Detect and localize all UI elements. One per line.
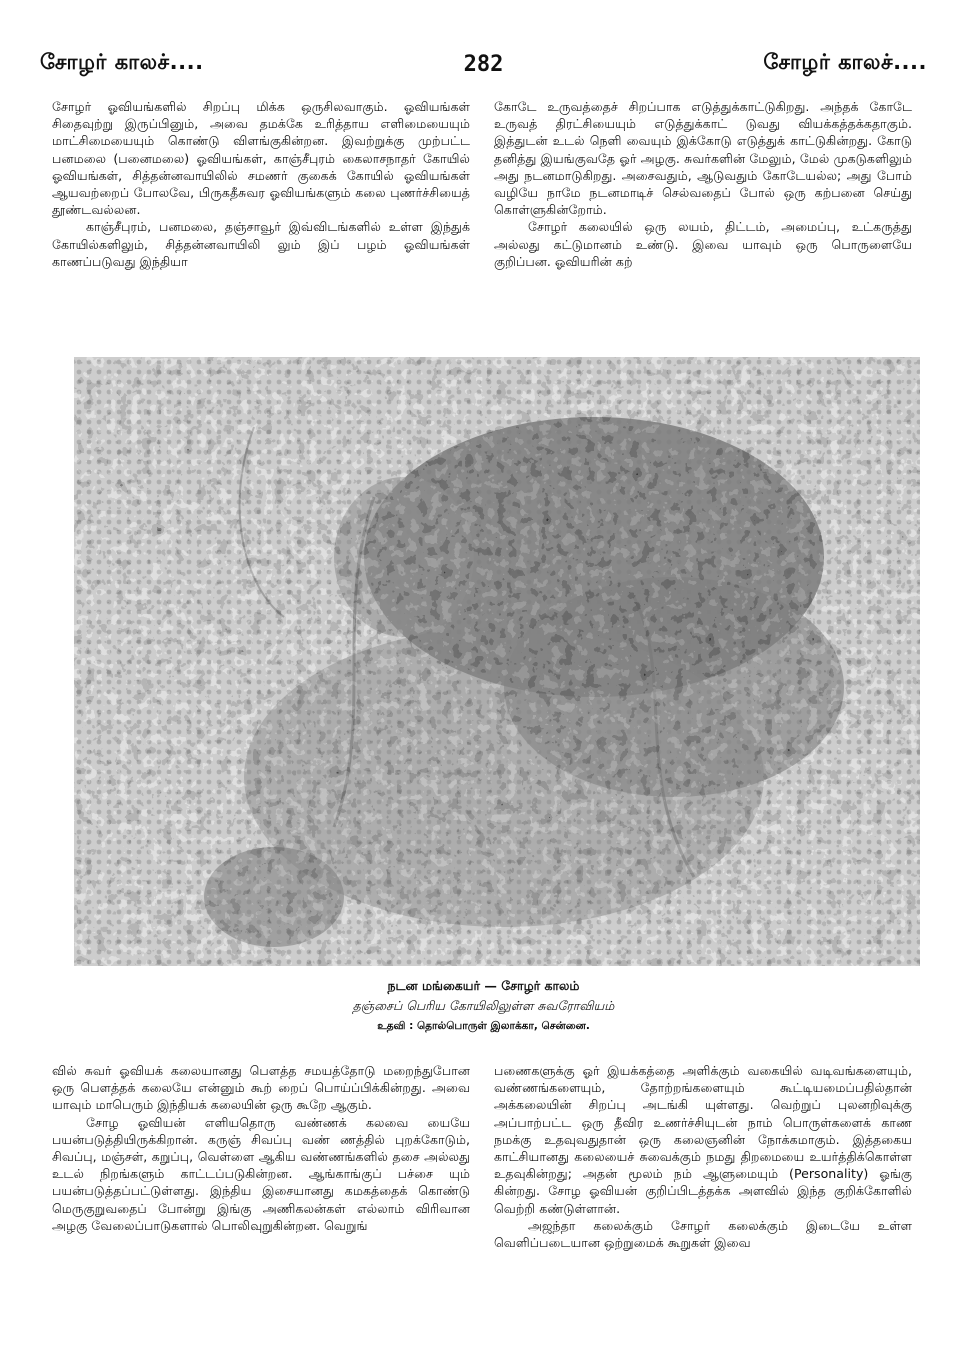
figure-caption bbox=[0, 976, 967, 1036]
caption-subtitle: தஞ்சைப் பெரிய கோயிலிலுள்ள சுவரோவியம் bbox=[352, 998, 615, 1013]
paragraph: அஜந்தா கலைக்கும் சோழர் கலைக்கும் இடையே உள்ள வெளிப்படையான ஒற்றுமைக் கூறுகள் இவை bbox=[494, 1217, 912, 1251]
paragraph: காஞ்சீபுரம், பனமலை, தஞ்சாவூர் இவ்விடங்களில் உள்ள இந்துக் கோயில்களிலும், சித்தன்னவாயிலி லும் இப் பழம் ஓவியங்கள் காணப்படுவது இந்தியா bbox=[52, 219, 470, 269]
paragraph: கோடே உருவத்தைச் சிறப்பாக எடுத்துக்காட்டுகிறது. அந்தக் கோடே உருவத் திரட்சியையும் எடுத்துக்காட் டுவது வியக்கத்தக்கதாகும். இத்துடன் உடல் நெளி வையும் இக்கோடு எடுத்துக் காட்டுகின்றது. கோடு தனித்து இயங்குவதே ஓர் அழகு. சுவர்களின் மேலும், மேல் முகடுகளிலும் அது நடனமாடுகிறது. அசைவதும், ஆடுவதும் கோடேயல்ல; அது போம் வழியே நாமே நடனமாடிச் செல்வதைப் போல் ஒரு கற்பனை செய்து கொள்ளுகின்றோம். bbox=[494, 99, 912, 218]
running-head-left: சோழர் காலச்.... bbox=[40, 50, 204, 74]
paragraph: பணைகளுக்கு ஓர் இயக்கத்தை அளிக்கும் வகையில் வடிவங்களையும், வண்ணங்களையும், தோற்றங்களையும் கூட்டியமைப்பதில்தான் அக்கலையின் சிறப்பு அடங்கி யுள்ளது. வெற்றுப் புலனறிவுக்கு அப்பாற்பட்ட ஒரு தீவிர உணர்ச்சியுடன் நாம் பொருள்களைக் காண நமக்கு உதவுவதுதான் ஒரு கலைஞனின் நோக்கமாகும். இத்தகைய காட்சியானது கலையைச் சுவைக்கும் நமது திறமையை உயர்த்திக்கொள்ள உதவுகின்றது; அதன் மூலம் நம் ஆளுமையும் (Personality) ஓங்கு கின்றது. சோழ ஓவியன் குறிப்பிடத்தக்க அளவில் இந்த குறிக்கோளில் வெற்றி கண்டுள்ளான். bbox=[494, 1063, 912, 1216]
bottom-right-column bbox=[494, 1062, 912, 1251]
page-header bbox=[40, 50, 927, 90]
running-head-right: சோழர் காலச்.... bbox=[763, 50, 927, 74]
mural-photograph bbox=[74, 357, 920, 966]
paragraph: சோழ ஓவியன் எளியதொரு வண்ணக் கலவை யையே பயன்படுத்தியிருக்கிறான். கருஞ் சிவப்பு வண் ணத்தில் புறக்கோடும், சிவப்பு, மஞ்சள், கறுப்பு, வெள்ளை ஆகிய வண்ணங்களில் தசை அல்லது உடல் நிறங்களும் காட்டப்படுகின்றன. ஆங்காங்குப் பச்சை யும் பயன்படுத்தப்பட்டுள்ளது. இந்திய இசையானது கமகத்தைக் கொண்டு மெருகுறுவதைப் போன்று இங்கு அணிகலன்கள் எல்லாம் விரிவான அழகு வேலைப்பாடுகளால் பொலிவுறுகின்றன. வெறுங் bbox=[52, 1114, 470, 1233]
caption-title: நடன மங்கையர் — சோழர் காலம் bbox=[387, 978, 580, 993]
paragraph: சோழர் ஓவியங்களில் சிறப்பு மிக்க ஒருசிலவாகும். ஓவியங்கள் சிதைவுற்று இருப்பினும், அவை தமக்கே உரித்தாய எளிமையையும் மாட்சிமையையும் கொண்டு விளங்குகின்றன. இவற்றுக்கு முற்பட்ட பனமலை (பனைமலை) ஓவியங்கள், காஞ்சீபுரம் கைலாசநாதர் கோயில் ஓவியங்கள், சித்தன்னவாயிலில் சமணர் குகைக் கோயில் ஓவியங்கள் ஆயவற்றைப் போலவே, பிருகதீசுவர ஓவியங்களும் கலை புணர்ச்சியைத் தூண்டவல்லன. bbox=[52, 99, 470, 218]
page-number: 282 bbox=[463, 52, 504, 77]
paragraph: சோழர் கலையில் ஒரு லயம், திட்டம், அமைப்பு, உட்கருத்து அல்லது கட்டுமானம் உண்டு. இவை யாவும் ஒரு பொருளையே குறிப்பன. ஓவியரின் கற் bbox=[494, 219, 912, 269]
top-right-column bbox=[494, 98, 912, 270]
bottom-left-column bbox=[52, 1062, 470, 1234]
top-left-column bbox=[52, 98, 470, 270]
caption-credit: உதவி : தொல்பொருள் இலாக்கா, சென்னை. bbox=[377, 1020, 590, 1032]
mural-image bbox=[74, 357, 920, 966]
paragraph: வில் சுவர் ஓவியக் கலையானது பௌத்த சமயத்தோடு மறைந்துபோன ஒரு பௌத்தக் கலையே என்னும் கூற் றைப் பொய்ப்பிக்கின்றது. அவை யாவும் மாபெரும் இந்தியக் கலையின் ஒரு கூறே ஆகும். bbox=[52, 1063, 470, 1113]
